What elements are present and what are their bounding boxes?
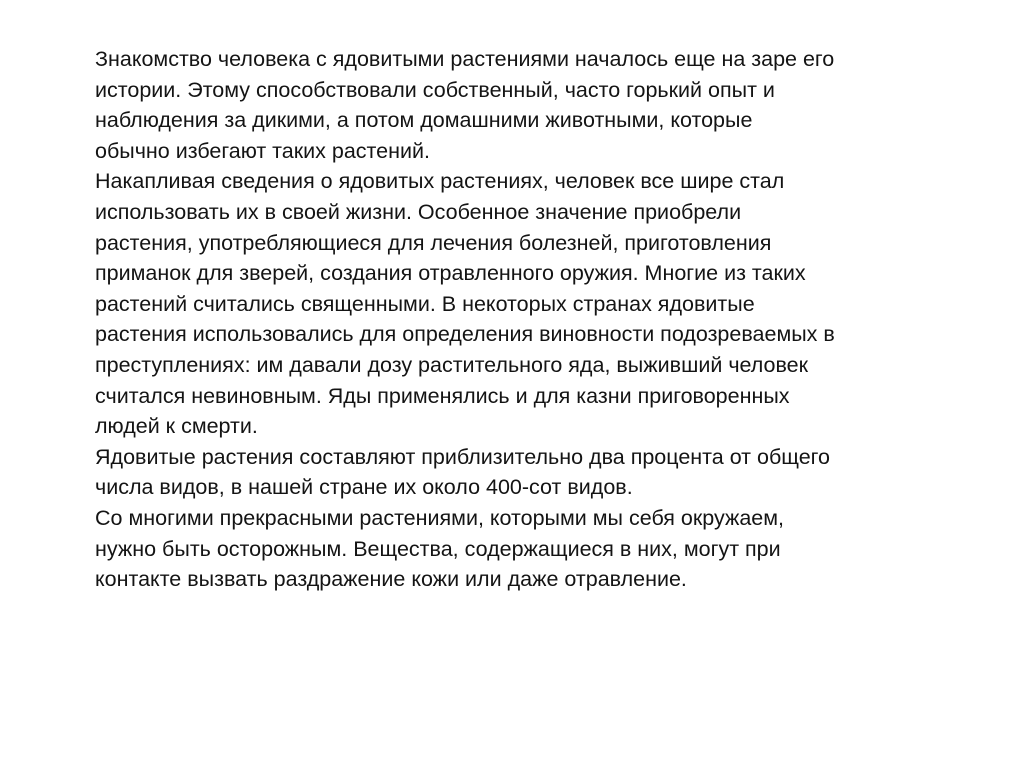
- text-line: Со многими прекрасными растениями, которыми мы себя окружаем,: [95, 505, 785, 530]
- text-line: преступлениях: им давали дозу растительного яда, выживший человек: [95, 352, 809, 377]
- text-line: наблюдения за дикими, а потом домашними животными, которые: [95, 108, 753, 133]
- text-line: растения использовались для определения виновности подозреваемых в: [95, 322, 835, 347]
- text-line: приманок для зверей, создания отравленного оружия. Многие из таких: [95, 261, 806, 286]
- paragraph-usage: [95, 166, 935, 441]
- text-line: растения, употребляющиеся для лечения болезней, приготовления: [95, 230, 772, 255]
- slide-text-body: [95, 44, 935, 595]
- text-line: растений считались священными. В некоторых странах ядовитые: [95, 291, 755, 316]
- text-line: нужно быть осторожным. Вещества, содержащиеся в них, могут при: [95, 536, 781, 561]
- text-line: использовать их в своей жизни. Особенное значение приобрели: [95, 199, 742, 224]
- text-line: обычно избегают таких растений.: [95, 138, 430, 163]
- text-line: считался невиновным. Яды применялись и для казни приговоренных: [95, 383, 790, 408]
- text-line: числа видов, в нашей стране их около 400-сот видов.: [95, 475, 633, 500]
- paragraph-statistics: [95, 442, 935, 503]
- text-line: Накапливая сведения о ядовитых растениях, человек все шире стал: [95, 169, 785, 194]
- paragraph-origins: [95, 44, 935, 166]
- text-line: людей к смерти.: [95, 414, 258, 439]
- text-line: контакте вызвать раздражение кожи или даже отравление.: [95, 567, 687, 592]
- text-line: истории. Этому способствовали собственный, часто горький опыт и: [95, 77, 775, 102]
- paragraph-caution: [95, 503, 935, 595]
- text-line: Ядовитые растения составляют приблизительно два процента от общего: [95, 444, 831, 469]
- text-line: Знакомство человека с ядовитыми растениями началось еще на заре его: [95, 47, 835, 71]
